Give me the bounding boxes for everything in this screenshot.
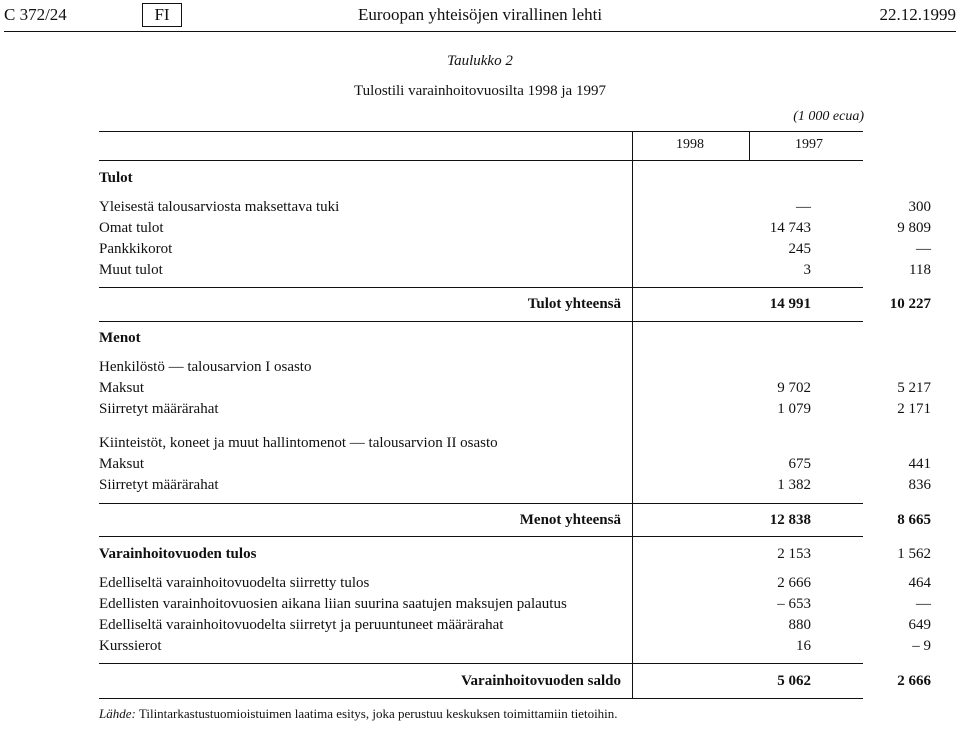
row-label: Muut tulot [99,262,163,278]
menot-total-rule [99,503,863,504]
value-1998: 1 382 [777,477,811,493]
column-header-1998: 1998 [676,137,704,152]
value-1997: 9 809 [897,220,931,236]
value-1997: 118 [909,262,931,278]
issue-date: 22.12.1999 [879,5,956,24]
page-number: C 372/24 [4,5,67,24]
row-label: Tulot yhteensä [527,296,621,312]
source-text: Tilintarkastustuomioistuimen laatima esitys, joka perustuu keskuksen toimittamiin tietoihin. [138,706,618,721]
row-label: Kiinteistöt, koneet ja muut hallintomenot — talousarvion II osasto [99,435,498,451]
section-tulot: Tulot [99,170,133,186]
group-title [99,359,833,379]
value-1997: 464 [908,575,931,591]
table-row [99,220,931,240]
value-1997: 2 666 [897,673,931,689]
table-row [99,575,931,595]
value-1998: 3 [803,262,811,278]
tulot-total-rule [99,287,863,288]
row-label: Varainhoitovuoden saldo [461,673,621,689]
value-1998: 245 [788,241,811,257]
unit-note: (1 000 ecua) [793,109,864,124]
table-row [99,617,931,637]
value-1998: – 653 [777,596,811,612]
value-1998: 12 838 [769,512,811,528]
value-1997: 836 [908,477,931,493]
column-header-rule [99,160,863,161]
section-menot: Menot [99,330,141,346]
row-label: Edelliseltä varainhoitovuodelta siirretyt ja peruuntuneet määrärahat [99,617,504,633]
value-1997: — [916,241,931,257]
row-label: Varainhoitovuoden tulos [99,546,257,562]
tulot-total-row [99,296,931,316]
value-1998: 9 702 [777,380,811,396]
saldo-rule [99,663,863,664]
value-1997: 1 562 [897,546,931,562]
table-label: Taulukko 2 [447,53,513,69]
value-1998: 2 153 [777,546,811,562]
row-label: Edellisten varainhoitovuosien aikana liian suurina saatujen maksujen palautus [99,596,567,612]
value-1997: 441 [908,456,931,472]
value-1998: 14 743 [769,220,811,236]
value-1998: 5 062 [777,673,811,689]
value-1997: 2 171 [897,401,931,417]
table-row [99,241,931,261]
value-1998: 1 079 [777,401,811,417]
row-label: Pankkikorot [99,241,173,257]
value-1998: 880 [788,617,811,633]
row-label: Edelliseltä varainhoitovuodelta siirretty tulos [99,575,370,591]
table-row [99,596,931,616]
table-row [99,262,931,282]
menot-section-end-rule [99,536,863,537]
row-label: Menot yhteensä [519,512,621,528]
row-label: Siirretyt määrärahat [99,401,219,417]
value-1997: 8 665 [897,512,931,528]
row-label: Siirretyt määrärahat [99,477,219,493]
row-label: Omat tulot [99,220,164,236]
value-1997: 10 227 [889,296,931,312]
tulot-section-end-rule [99,321,863,322]
header-rule [4,31,956,32]
journal-title: Euroopan yhteisöjen virallinen lehti [358,5,603,24]
value-1998: 16 [796,638,811,654]
row-label: Henkilöstö — talousarvion I osasto [99,359,312,375]
source-note [99,706,618,722]
table-row [99,456,931,476]
value-1997: 649 [908,617,931,633]
value-1998: — [796,199,811,215]
group-title [99,435,833,455]
table-row [99,199,931,219]
table-row [99,477,931,497]
row-label: Yleisestä talousarviosta maksettava tuki [99,199,340,215]
column-header-1997: 1997 [795,137,823,152]
value-1998: 14 991 [769,296,811,312]
row-label: Maksut [99,380,144,396]
page-header [4,3,956,27]
saldo-row [99,673,931,693]
value-1997: 5 217 [897,380,931,396]
value-1997: – 9 [912,638,931,654]
table-row [99,401,931,421]
menot-total-row [99,512,931,532]
table-row [99,380,931,400]
language-box: FI [142,3,182,27]
value-1997: 300 [908,199,931,215]
source-prefix: Lähde: [99,706,136,721]
table-bottom-rule [99,698,863,699]
value-1998: 2 666 [777,575,811,591]
table-row [99,638,931,658]
column-divider-2 [749,131,750,160]
tulos-row [99,546,931,566]
value-1998: 675 [788,456,811,472]
row-label: Kurssierot [99,638,162,654]
row-label: Maksut [99,456,144,472]
table-title: Tulostili varainhoitovuosilta 1998 ja 1997 [354,83,606,99]
value-1997: — [916,596,931,612]
